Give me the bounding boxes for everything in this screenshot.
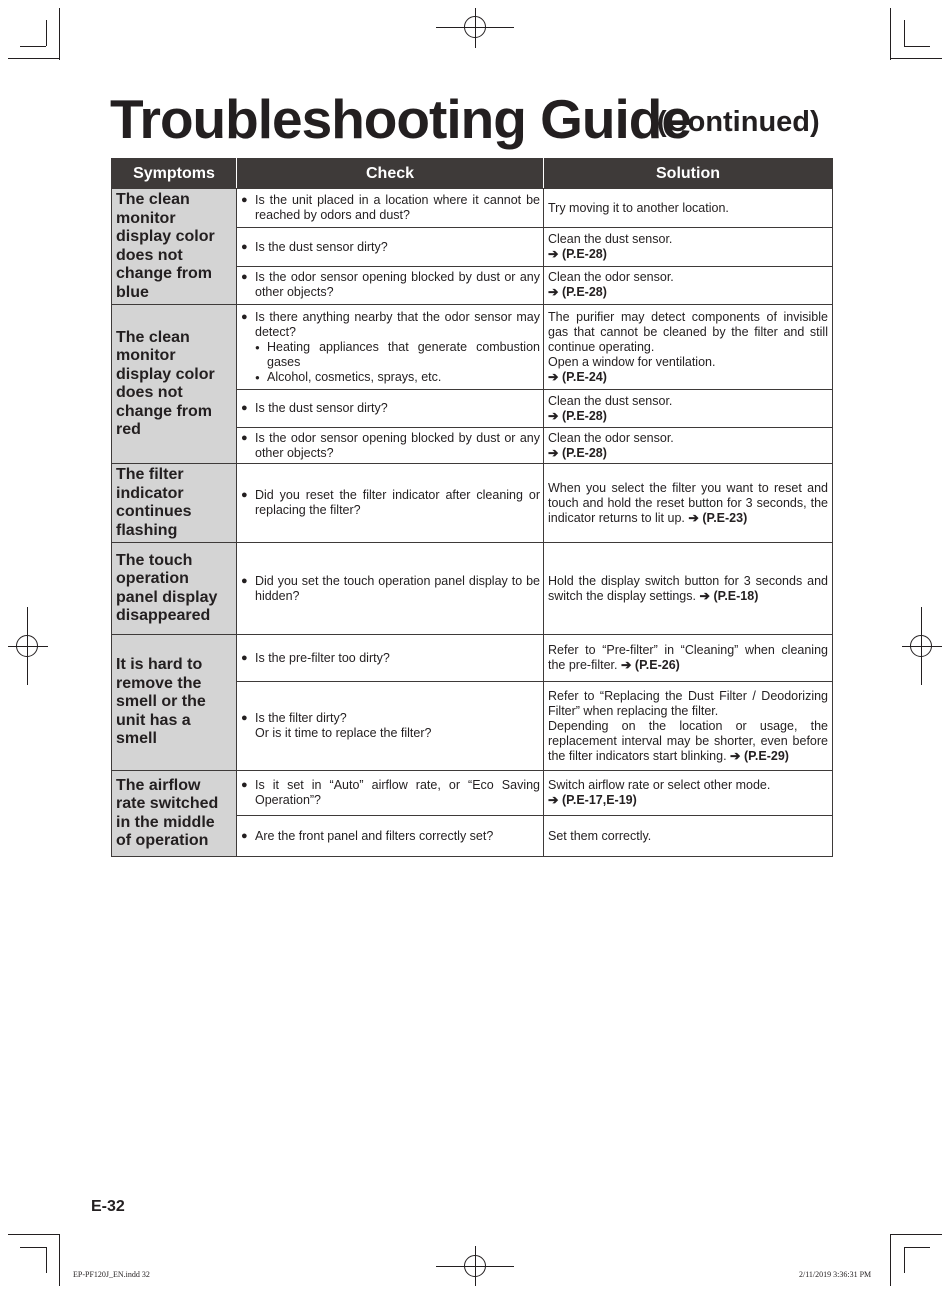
bullet-icon: ●: [241, 402, 248, 414]
solution-cell: [544, 305, 833, 390]
check-item: [241, 574, 540, 604]
check-text: Is it set in “Auto” airflow rate, or “Eco Saving Operation”?: [255, 778, 540, 807]
arrow-icon: ➔: [548, 445, 562, 460]
bullet-icon: ●: [241, 489, 248, 501]
arrow-icon: ➔: [688, 510, 703, 525]
symptom-cell: The clean monitor display color does not change from blue: [112, 189, 237, 305]
check-item: [241, 488, 540, 518]
crop-mark: [890, 58, 942, 59]
registration-mark: [464, 1255, 486, 1277]
page-reference: (P.E-29): [744, 748, 789, 763]
check-cell: [237, 635, 544, 682]
solution-text: The purifier may detect components of invisible gas that cannot be cleaned by the filter and still continue operating. Open a window for ventilation.: [548, 309, 828, 369]
check-cell: [237, 682, 544, 771]
check-subitem: [255, 340, 540, 370]
check-item: [241, 401, 540, 416]
solution-cell: [544, 771, 833, 816]
check-item: [241, 711, 540, 741]
check-item: [241, 310, 540, 340]
crop-mark: [20, 1247, 46, 1248]
table-row: [112, 189, 833, 228]
crop-mark: [904, 1247, 930, 1248]
check-cell: [237, 390, 544, 428]
solution-cell: [544, 266, 833, 304]
crop-mark: [904, 1247, 905, 1273]
solution-cell: [544, 464, 833, 543]
crop-mark: [890, 1234, 891, 1286]
bullet-icon: ●: [241, 240, 248, 253]
arrow-icon: ➔: [620, 658, 635, 672]
arrow-icon: ➔: [548, 793, 562, 807]
crop-mark: [20, 46, 46, 47]
check-text: Is the pre-filter too dirty?: [255, 650, 390, 665]
crop-mark: [59, 1234, 60, 1286]
table-header-row: [112, 159, 833, 189]
page-reference: (P.E-26): [634, 658, 680, 672]
bullet-icon: ●: [241, 712, 248, 724]
check-text: Is the odor sensor opening blocked by dust or any other objects?: [255, 430, 540, 460]
check-text: Are the front panel and filters correctly set?: [255, 828, 494, 843]
check-cell: [237, 228, 544, 266]
bullet-icon: ●: [241, 779, 248, 791]
table-row: [112, 305, 833, 390]
solution-text: Clean the odor sensor.: [548, 430, 674, 445]
crop-mark: [904, 20, 905, 46]
bullet-icon: ●: [241, 271, 248, 284]
page-reference: (P.E-23): [702, 510, 748, 525]
page-reference: (P.E-28): [561, 408, 607, 423]
check-cell: [237, 543, 544, 635]
symptom-cell: The clean monitor display color does not change from red: [112, 305, 237, 464]
page-title: Troubleshooting Guide: [110, 88, 691, 150]
check-item: [241, 778, 540, 808]
page-reference: (P.E-17,E-19): [561, 793, 637, 807]
check-text: Is the unit placed in a location where it cannot be reached by odors and dust?: [255, 193, 540, 223]
page-reference: (P.E-24): [561, 369, 607, 384]
solution-cell: [544, 635, 833, 682]
solution-cell: [544, 682, 833, 771]
crop-mark: [904, 46, 930, 47]
check-item: [241, 829, 540, 844]
crop-mark: [8, 58, 60, 59]
check-text: Alcohol, cosmetics, sprays, etc.: [267, 369, 442, 384]
arrow-icon: ➔: [730, 748, 744, 763]
solution-cell: [544, 228, 833, 266]
solution-text: Refer to “Replacing the Dust Filter / Deodorizing Filter” when replacing the filter. Depending on the location or usage, the replacement interval may be shorter, even before the filter indicators start blinking.: [548, 688, 828, 763]
page-reference: (P.E-28): [561, 247, 607, 262]
column-header-symptoms: Symptoms: [112, 159, 237, 189]
bullet-icon: ●: [241, 574, 248, 587]
crop-mark: [890, 1234, 942, 1235]
solution-cell: [544, 189, 833, 228]
check-item: [241, 431, 540, 461]
small-bullet-icon: ●: [255, 342, 260, 352]
bullet-icon: ●: [241, 651, 248, 664]
bullet-icon: ●: [241, 829, 248, 842]
solution-text: Refer to “Pre-filter” in “Cleaning” when cleaning the pre-filter.: [548, 643, 828, 672]
check-text: Is there anything nearby that the odor sensor may detect?: [255, 309, 540, 339]
bullet-icon: ●: [241, 431, 248, 444]
check-cell: [237, 428, 544, 464]
check-item: [241, 240, 540, 255]
table-row: [112, 771, 833, 816]
bullet-icon: ●: [241, 310, 248, 323]
troubleshooting-table: [111, 158, 833, 857]
symptom-cell: It is hard to remove the smell or the unit has a smell: [112, 635, 237, 771]
check-cell: [237, 771, 544, 816]
symptom-cell: The airflow rate switched in the middle of operation: [112, 771, 237, 857]
footer-file: EP-PF120J_EN.indd 32: [73, 1270, 150, 1279]
check-cell: [237, 816, 544, 857]
check-text: Did you set the touch operation panel display to be hidden?: [255, 573, 540, 603]
bullet-icon: ●: [241, 194, 248, 207]
solution-cell: [544, 390, 833, 428]
solution-text: When you select the filter you want to reset and touch and hold the reset button for 3 seconds, the indicator returns to lit up.: [548, 480, 828, 525]
solution-cell: [544, 428, 833, 464]
crop-mark: [46, 1247, 47, 1273]
check-cell: [237, 305, 544, 390]
check-cell: [237, 189, 544, 228]
check-text: Heating appliances that generate combustion gases: [267, 339, 540, 369]
page-reference: (P.E-18): [713, 588, 759, 603]
symptom-cell: The touch operation panel display disappeared: [112, 543, 237, 635]
table-row: [112, 543, 833, 635]
check-text: Did you reset the filter indicator after cleaning or replacing the filter?: [255, 488, 540, 517]
column-header-check: Check: [237, 159, 544, 189]
solution-cell: [544, 816, 833, 857]
crop-mark: [890, 8, 891, 60]
arrow-icon: ➔: [548, 285, 562, 300]
check-item: [241, 651, 540, 666]
arrow-icon: ➔: [548, 369, 562, 384]
solution-text: Clean the dust sensor.: [548, 232, 673, 247]
column-header-solution: Solution: [544, 159, 833, 189]
check-text: Is the filter dirty? Or is it time to replace the filter?: [255, 711, 432, 740]
solution-text: Clean the dust sensor.: [548, 393, 673, 408]
arrow-icon: ➔: [699, 588, 714, 603]
table-row: [112, 464, 833, 543]
page-title-continued: (Continued): [657, 106, 820, 138]
registration-mark: [16, 635, 38, 657]
check-text: Is the dust sensor dirty?: [255, 401, 388, 415]
page-reference: (P.E-28): [561, 285, 607, 300]
page-number: E-32: [91, 1198, 125, 1215]
crop-mark: [46, 20, 47, 46]
check-cell: [237, 266, 544, 304]
check-item: [241, 270, 540, 300]
solution-text: Clean the odor sensor.: [548, 270, 674, 285]
small-bullet-icon: ●: [255, 372, 260, 382]
arrow-icon: ➔: [548, 408, 562, 423]
table-row: [112, 635, 833, 682]
check-cell: [237, 464, 544, 543]
symptom-cell: The filter indicator continues flashing: [112, 464, 237, 543]
arrow-icon: ➔: [548, 247, 562, 262]
solution-text: Switch airflow rate or select other mode.: [548, 778, 771, 792]
solution-text: Try moving it to another location.: [548, 200, 729, 215]
crop-mark: [8, 1234, 60, 1235]
registration-mark: [910, 635, 932, 657]
solution-cell: [544, 543, 833, 635]
check-subitem: [255, 370, 540, 385]
solution-text: Hold the display switch button for 3 seconds and switch the display settings.: [548, 573, 828, 603]
check-text: Is the odor sensor opening blocked by dust or any other objects?: [255, 270, 540, 300]
page-reference: (P.E-28): [561, 445, 607, 460]
check-text: Is the dust sensor dirty?: [255, 239, 388, 254]
check-item: [241, 193, 540, 223]
crop-mark: [59, 8, 60, 60]
solution-text: Set them correctly.: [548, 828, 652, 843]
registration-mark: [464, 16, 486, 38]
footer-timestamp: 2/11/2019 3:36:31 PM: [799, 1270, 872, 1279]
